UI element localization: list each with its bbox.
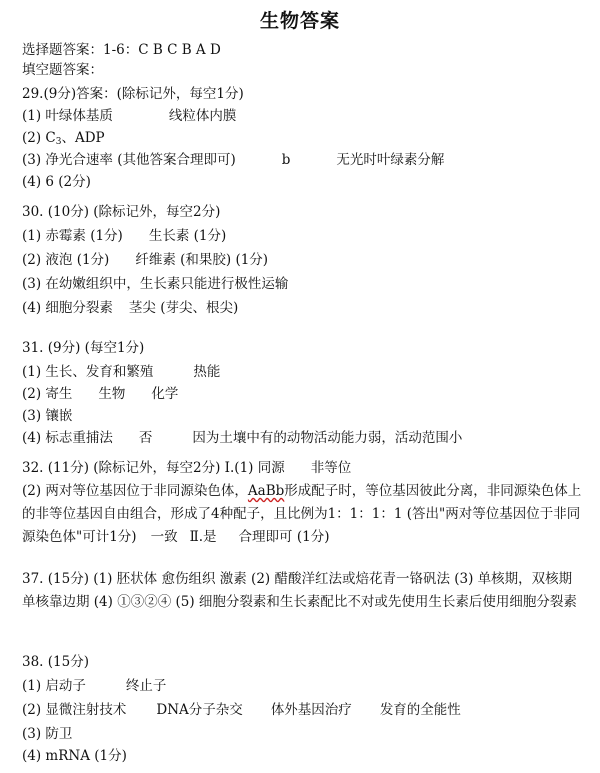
q30-line3: (3) 在幼嫩组织中，生长素只能进行极性运输 <box>22 276 289 292</box>
q29-line4: (4) 6 (2分) <box>22 174 91 190</box>
q31-line1: (1) 生长、发育和繁殖 热能 <box>22 364 221 380</box>
q31-line2: (2) 寄生 生物 化学 <box>22 386 179 402</box>
q29-line3: (3) 净光合速率 (其他答案合理即可) b 无光时叶绿素分解 <box>22 152 445 168</box>
q38-line2: (2) 显微注射技术 DNA分子杂交 体外基因治疗 发育的全能性 <box>22 702 461 718</box>
q29-line1: (1) 叶绿体基质 线粒体内膜 <box>22 108 237 124</box>
subscript: 3 <box>55 137 62 147</box>
q37-paragraph: 37. (15分) (1) 胚状体 愈伤组织 激素 (2) 醋酸洋红法或焙花青一铬矾法 (3) 单核期，双核期 单核靠边期 (4) ①③②④ (5) 细胞分裂素和生长素配比不对或先使用生长素后使用细胞分裂素 <box>22 571 577 610</box>
q30-header: 30. (10分) (除标记外，每空2分) <box>22 204 221 220</box>
genotype-mark: AaBb <box>247 483 285 499</box>
q29-header: 29.(9分)答案：(除标记外，每空1分) <box>22 86 244 102</box>
q32-header: 32. (11分) (除标记外，每空2分) Ⅰ.(1) 同源 非等位 <box>22 460 352 476</box>
q29-line2: (2) $C_3$、ADP <box>22 130 105 147</box>
fill-header: 填空题答案： <box>22 62 103 78</box>
q30-line1: (1) 赤霉素 (1分) 生长素 (1分) <box>22 228 227 244</box>
q38-line3: (3) 防卫 <box>22 726 73 742</box>
q31-header: 31. (9分) (每空1分) <box>22 340 145 356</box>
q31-line4: (4) 标志重捕法 否 因为土壤中有的动物活动能力弱，活动范围小 <box>22 430 463 446</box>
q38-line4: (4) mRNA (1分) <box>22 748 127 764</box>
q32-paragraph: (2) 两对等位基因位于非同源染色体，AaBb形成配子时，等位基因彼此分离，非同源染色体上的非等位基因自由组合，形成了4种配子，且比例为1：1：1：1 (答出"两对等位基因位于非同源染色体"可计1分) 一致 Ⅱ.是 合理即可 (1分) <box>22 483 582 545</box>
mc-answers: 选择题答案：1-6：C B C B A D <box>22 42 221 58</box>
q30-line2: (2) 液泡 (1分) 纤维素 (和果胶) (1分) <box>22 252 269 268</box>
q30-line4: (4) 细胞分裂素 茎尖 (芽尖、根尖) <box>22 300 239 316</box>
q38-header: 38. (15分) <box>22 654 89 670</box>
q38-line1: (1) 启动子 终止子 <box>22 678 167 694</box>
page-title: 生物答案 <box>259 10 340 32</box>
q31-line3: (3) 镶嵌 <box>22 408 73 424</box>
